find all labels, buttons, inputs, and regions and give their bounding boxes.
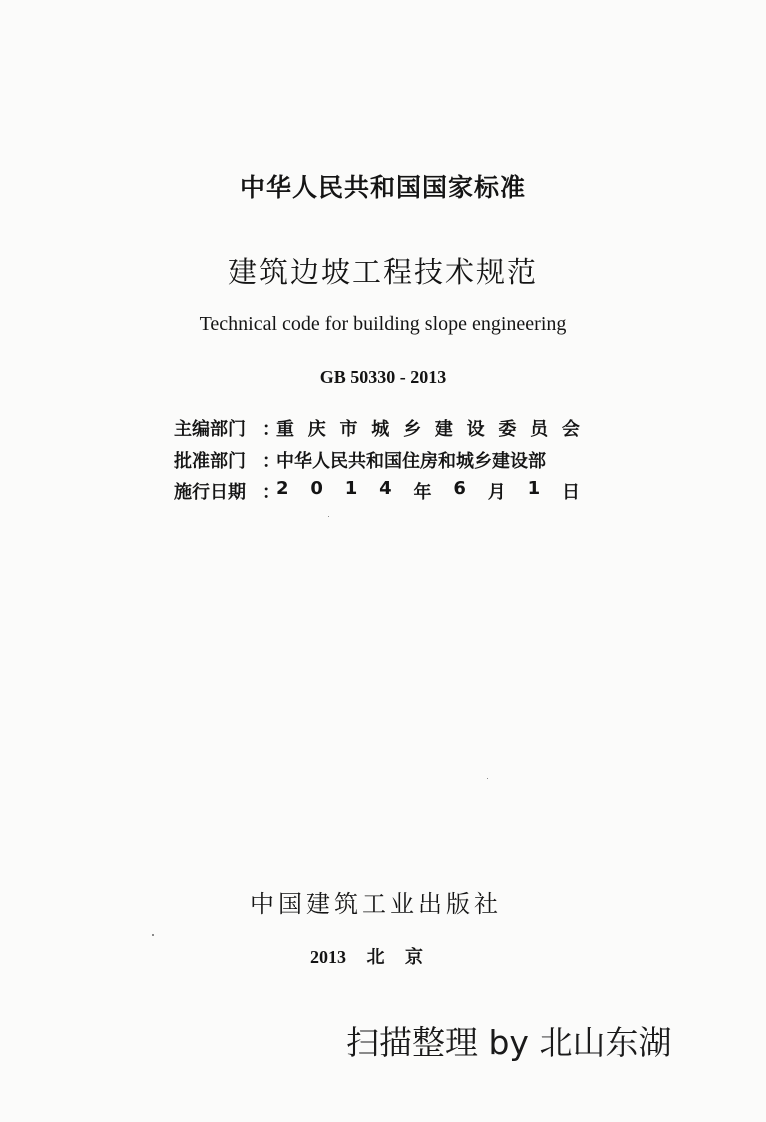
info-row-date [174, 476, 580, 506]
date-char: 月 [487, 482, 506, 503]
editor-char: 建 [434, 419, 453, 440]
approver-colon: ： [262, 451, 280, 472]
editor-char: 员 [530, 419, 549, 440]
date-char: 年 [413, 482, 432, 503]
date-char: 6 [453, 478, 466, 499]
publication-place-year [310, 943, 439, 969]
date-char: 4 [379, 478, 392, 499]
editor-value [276, 415, 580, 441]
date-char: 0 [310, 478, 323, 499]
city-char: 京 [405, 947, 423, 967]
date-char: 1 [527, 478, 541, 499]
city-char: 北 [366, 947, 385, 967]
editor-char: 设 [466, 419, 485, 440]
date-label: 施行日期 [174, 482, 246, 503]
editor-char: 会 [561, 419, 580, 440]
scan-speck [152, 934, 154, 936]
info-row-editor [174, 413, 580, 443]
scan-watermark: 扫描整理 by 北山东湖 [346, 1023, 672, 1062]
publisher-name: 中国建筑工业出版社 [250, 890, 502, 918]
standard-type-heading: 中华人民共和国国家标准 [239, 173, 526, 202]
date-char: 1 [344, 478, 358, 499]
editor-colon: ： [262, 419, 280, 440]
scan-speck [328, 516, 329, 517]
editor-char: 委 [498, 419, 517, 440]
date-char: 日 [561, 482, 580, 503]
date-char: 2 [276, 478, 289, 499]
publication-year: 2013 [310, 947, 346, 967]
editor-char: 城 [371, 419, 390, 440]
title-english: Technical code for building slope engineering [199, 313, 567, 335]
editor-char: 市 [339, 419, 358, 440]
editor-char: 庆 [307, 419, 326, 440]
standard-code: GB 50330 - 2013 [319, 367, 447, 387]
approver-label: 批准部门 [174, 451, 246, 472]
editor-char: 乡 [403, 419, 422, 440]
editor-char: 重 [276, 419, 294, 440]
approver-value: 中华人民共和国住房和城乡建设部 [276, 451, 546, 472]
editor-label: 主编部门 [174, 419, 246, 440]
scan-speck [487, 778, 488, 779]
date-colon: ： [262, 482, 280, 503]
date-value [276, 478, 580, 504]
title-chinese: 建筑边坡工程技术规范 [227, 255, 538, 289]
info-row-approver [174, 445, 580, 475]
